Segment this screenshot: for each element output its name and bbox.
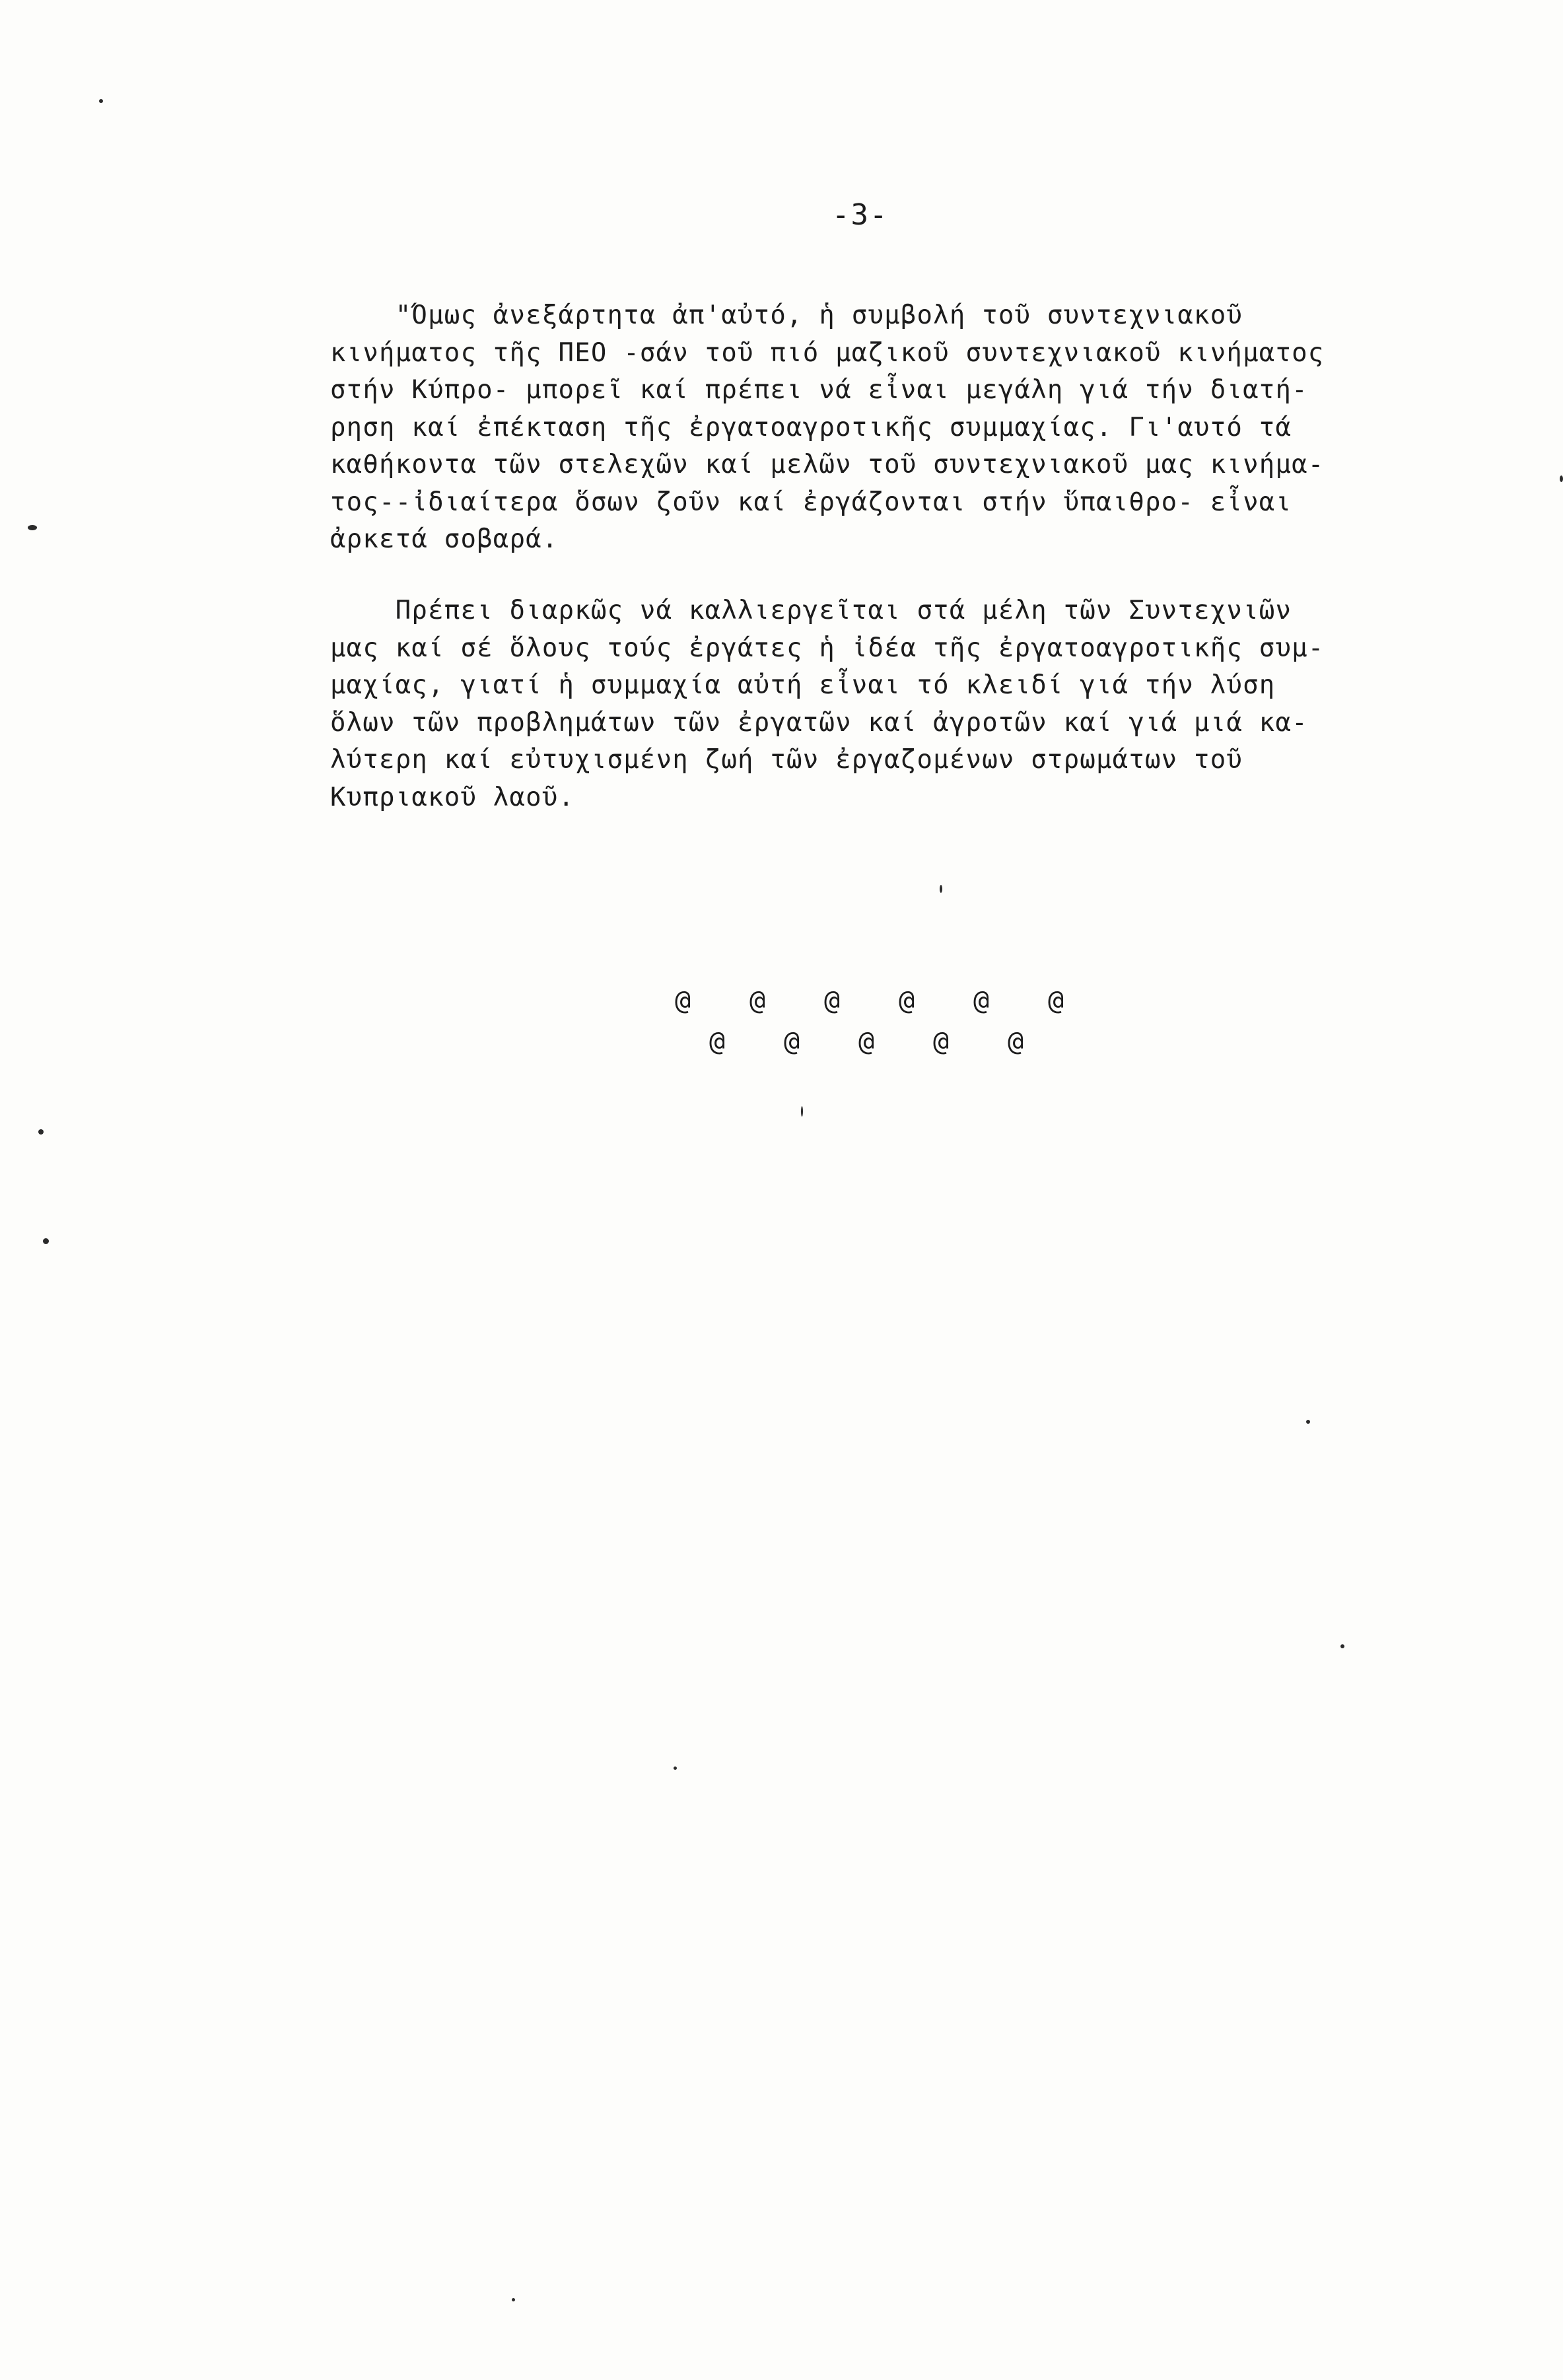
text-line: Κυπριακοῦ λαοῦ. — [330, 782, 575, 812]
ornament-at-sign: @ — [675, 985, 691, 1016]
scan-speck — [940, 885, 942, 893]
scan-speck — [28, 525, 37, 530]
ornament-at-sign: @ — [973, 985, 990, 1016]
text-line: Πρέπει διαρκῶς νά καλλιεργεῖται στά μέλη τῶν Συντεχνιῶν — [330, 596, 1292, 625]
text-line: λύτερη καί εὐτυχισμένη ζωή τῶν ἐργαζομένων στρωμάτων τοῦ — [330, 745, 1243, 775]
ornament-at-sign: @ — [824, 985, 841, 1016]
scan-speck — [1340, 1644, 1344, 1648]
text-line: κινήματος τῆς ΠΕΟ -σάν τοῦ πιό μαζικοῦ συντεχνιακοῦ κινήματος — [330, 337, 1325, 368]
scan-speck — [801, 1106, 803, 1117]
ornament-at-sign: @ — [784, 1026, 800, 1057]
text-line: μας καί σέ ὅλους τούς ἐργάτες ἡ ἰδέα τῆς ἐργατοαγροτικῆς συμ- — [330, 633, 1325, 663]
scan-speck — [674, 1767, 677, 1770]
page-number: -3- — [832, 198, 889, 232]
text-line: μαχίας, γιατί ἡ συμμαχία αὐτή εἶναι τό κλειδί γιά τήν λύση — [330, 670, 1276, 700]
ornament-at-sign: @ — [899, 985, 915, 1016]
scan-speck — [99, 99, 103, 103]
ornament-row-bottom — [709, 1026, 1082, 1057]
ornament-at-sign: @ — [749, 985, 766, 1016]
text-line: στήν Κύπρο- μπορεῖ καί πρέπει νά εἶναι μεγάλη γιά τήν διατή- — [330, 375, 1308, 405]
scan-speck — [43, 1238, 49, 1244]
text-line: ἀρκετά σοβαρά. — [330, 524, 559, 554]
scan-speck — [512, 2298, 515, 2301]
ornament-at-sign: @ — [1048, 985, 1064, 1016]
text-line: ρηση καί ἐπέκταση τῆς ἐργατοαγροτικῆς συμμαχίας. Γι'αυτό τά — [330, 412, 1292, 442]
text-line: τος--ἰδιαίτερα ὅσων ζοῦν καί ἐργάζονται στήν ὕπαιθρο- εἶναι — [330, 487, 1292, 517]
scan-speck — [1560, 475, 1563, 482]
text-line: ὅλων τῶν προβλημάτων τῶν ἐργατῶν καί ἀγροτῶν καί γιά μιά κα- — [330, 707, 1308, 738]
ornament-at-sign: @ — [709, 1026, 726, 1057]
paragraph-1 — [330, 297, 1413, 559]
text-line: καθήκοντα τῶν στελεχῶν καί μελῶν τοῦ συντεχνιακοῦ μας κινήμα- — [330, 450, 1325, 479]
scan-speck — [1306, 1420, 1310, 1424]
scan-speck — [38, 1129, 44, 1135]
ornament-at-sign: @ — [858, 1026, 875, 1057]
ornament-at-sign: @ — [933, 1026, 950, 1057]
paragraph-2 — [330, 592, 1413, 816]
text-line: "Όμως ἀνεξάρτητα ἀπ'αὐτό, ἡ συμβολή τοῦ συντεχνιακοῦ — [330, 300, 1243, 330]
ornament-at-sign: @ — [1008, 1026, 1024, 1057]
ornament-row-top — [675, 985, 1123, 1016]
